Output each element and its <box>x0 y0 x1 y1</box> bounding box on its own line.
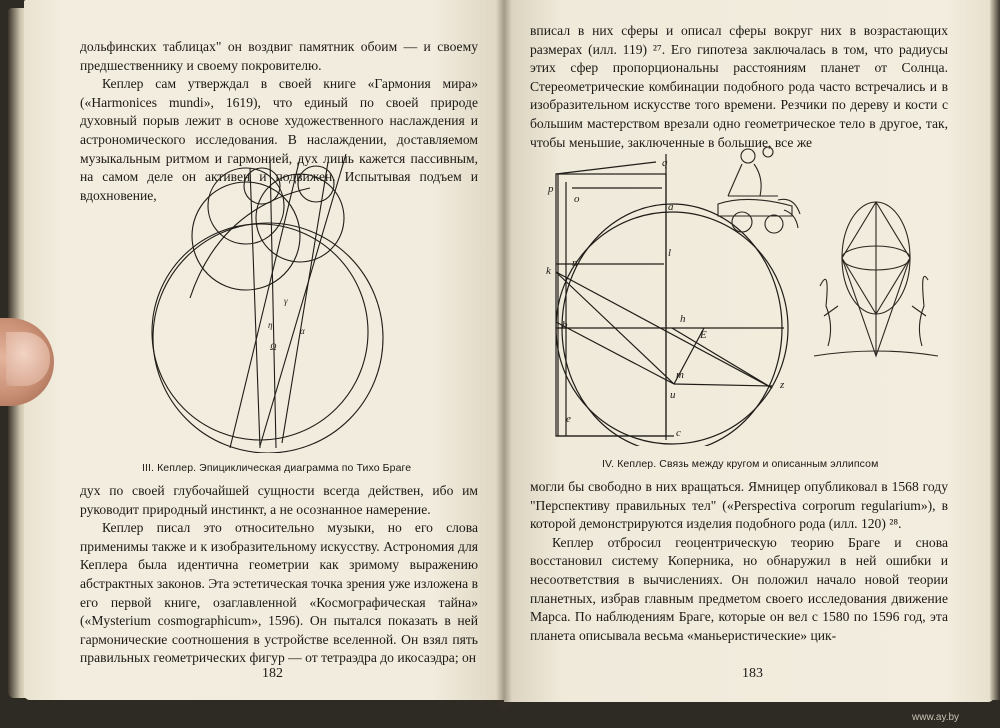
left-bottom-text <box>80 482 478 668</box>
right-bottom-text <box>530 478 948 645</box>
diagram-letter-h: h <box>680 313 686 325</box>
svg-text:α: α <box>300 326 305 336</box>
diagram-letter-k: k <box>546 265 551 277</box>
left-figure-caption: III. Кеплер. Эпициклическая диаграмма по Тихо Браге <box>142 462 412 474</box>
diagram-letter-p: p <box>548 183 554 195</box>
diagram-letter-e-upper: E <box>700 329 707 341</box>
right-top-text <box>530 22 948 152</box>
left-paragraph-3: дух по своей глубочайшей сущности всегда действен, ибо им руководит природный инстинкт, а не осознанное намерение. <box>80 483 478 517</box>
diagram-letter-m: m <box>676 369 684 381</box>
woodcut-geometric-solid <box>810 196 942 372</box>
diagram-letter-o: o <box>574 193 580 205</box>
diagram-letter-e: e <box>566 413 571 425</box>
right-figure-caption: IV. Кеплер. Связь между кругом и описанным эллипсом <box>602 458 879 470</box>
right-page-number: 183 <box>742 666 763 681</box>
left-page-number: 182 <box>262 666 283 681</box>
left-page <box>24 0 504 700</box>
diagram-letter-b: b <box>562 319 568 331</box>
geometric-solid-drawing <box>810 196 942 372</box>
svg-text:γ: γ <box>284 296 288 306</box>
svg-text:η: η <box>268 320 273 330</box>
diagram-letter-u: u <box>670 389 676 401</box>
left-paragraph-4: Кеплер писал это относительно музыки, но его слова применимы также и к изобразительному искусству. Астрономия для Кеплера была идентична геометрии как зримому выражению абстрактных законов. Эта эстетическая точка зрения уже изложена в его первой книге, озаглавленной «Космографическая тайна» («Mysterium cosmographicum», 1596). Он пытался показать в ней гармонические соотношения в устройстве вселенной. Он взял пять правильных геометрических фигур — от тетраэдра до икосаэдра; он <box>80 520 478 666</box>
right-paragraph-2: могли бы свободно в них вращаться. Ямницер опубликовал в 1568 году "Перспективу правильных тел" («Perspectiva corporum regularium»), в которой демонстрируются изделия подобного рода (илл. 120) ²⁸. <box>530 479 948 532</box>
woodcut-putto-chariot <box>708 144 804 240</box>
diagram-letter-q: q <box>662 157 668 169</box>
diagram-letter-z: z <box>780 379 785 391</box>
book-gutter <box>496 0 512 710</box>
right-page <box>504 0 994 702</box>
left-paragraph-2: Кеплер сам утверждал в своей книге «Гармония мира» («Harmonices mundi», 1619), что единый по своей природе духовный порыв лежит в основе художественного наслаждения и астрономического исследования. В наслаждении, доставляемом музыкальным ритмом и гармонией, дух лишь кажется пассивным, на самом деле он активен и подвижен. Испытывая подъем и вдохновение, <box>80 76 478 203</box>
left-paragraph-1: дольфинских таблицах" он воздвиг памятник обоим — и своему предшественнику и своему покровителю. <box>80 39 478 73</box>
diagram-letter-a: a <box>668 201 674 213</box>
diagram-letter-n: n <box>572 257 578 269</box>
diagram-letter-c: c <box>676 427 681 439</box>
epicycle-diagram-drawing <box>150 148 400 453</box>
diagram-letter-l: l <box>668 247 672 259</box>
svg-text:Ω: Ω <box>270 342 277 352</box>
right-paragraph-1: вписал в них сферы и описал сферы вокруг них в возрастающих размерах (илл. 119) ²⁷. Его гипотеза заключалась в том, что радиусы этих сфер пропорциональны расстояниям планет от Солнца. Стереометрические комбинации подобного рода часто встречались и в изобразительном искусстве того времени. Резчики по дереву и кости с большим мастерством врезали одно геометрическое тело в другое, так, чтобы меньшие, заключенные в большие, все же <box>530 23 948 150</box>
watermark: www.ay.by <box>912 712 960 723</box>
epicycle-diagram <box>150 148 400 453</box>
right-page-edge <box>990 0 1000 700</box>
right-paragraph-3: Кеплер отбросил геоцентрическую теорию Браге и снова восстановил систему Коперника, но обнаружил в ней ошибки и несоответствия в вычислениях. Он положил начало новой теории планетных, избрав главным предметом своего исследования движение Марса. По наблюдениям Браге, которые он вел с 1580 по 1596 год, эта планета описывала весьма «маньеристические» цик- <box>530 534 948 643</box>
putto-chariot-drawing <box>708 144 804 240</box>
